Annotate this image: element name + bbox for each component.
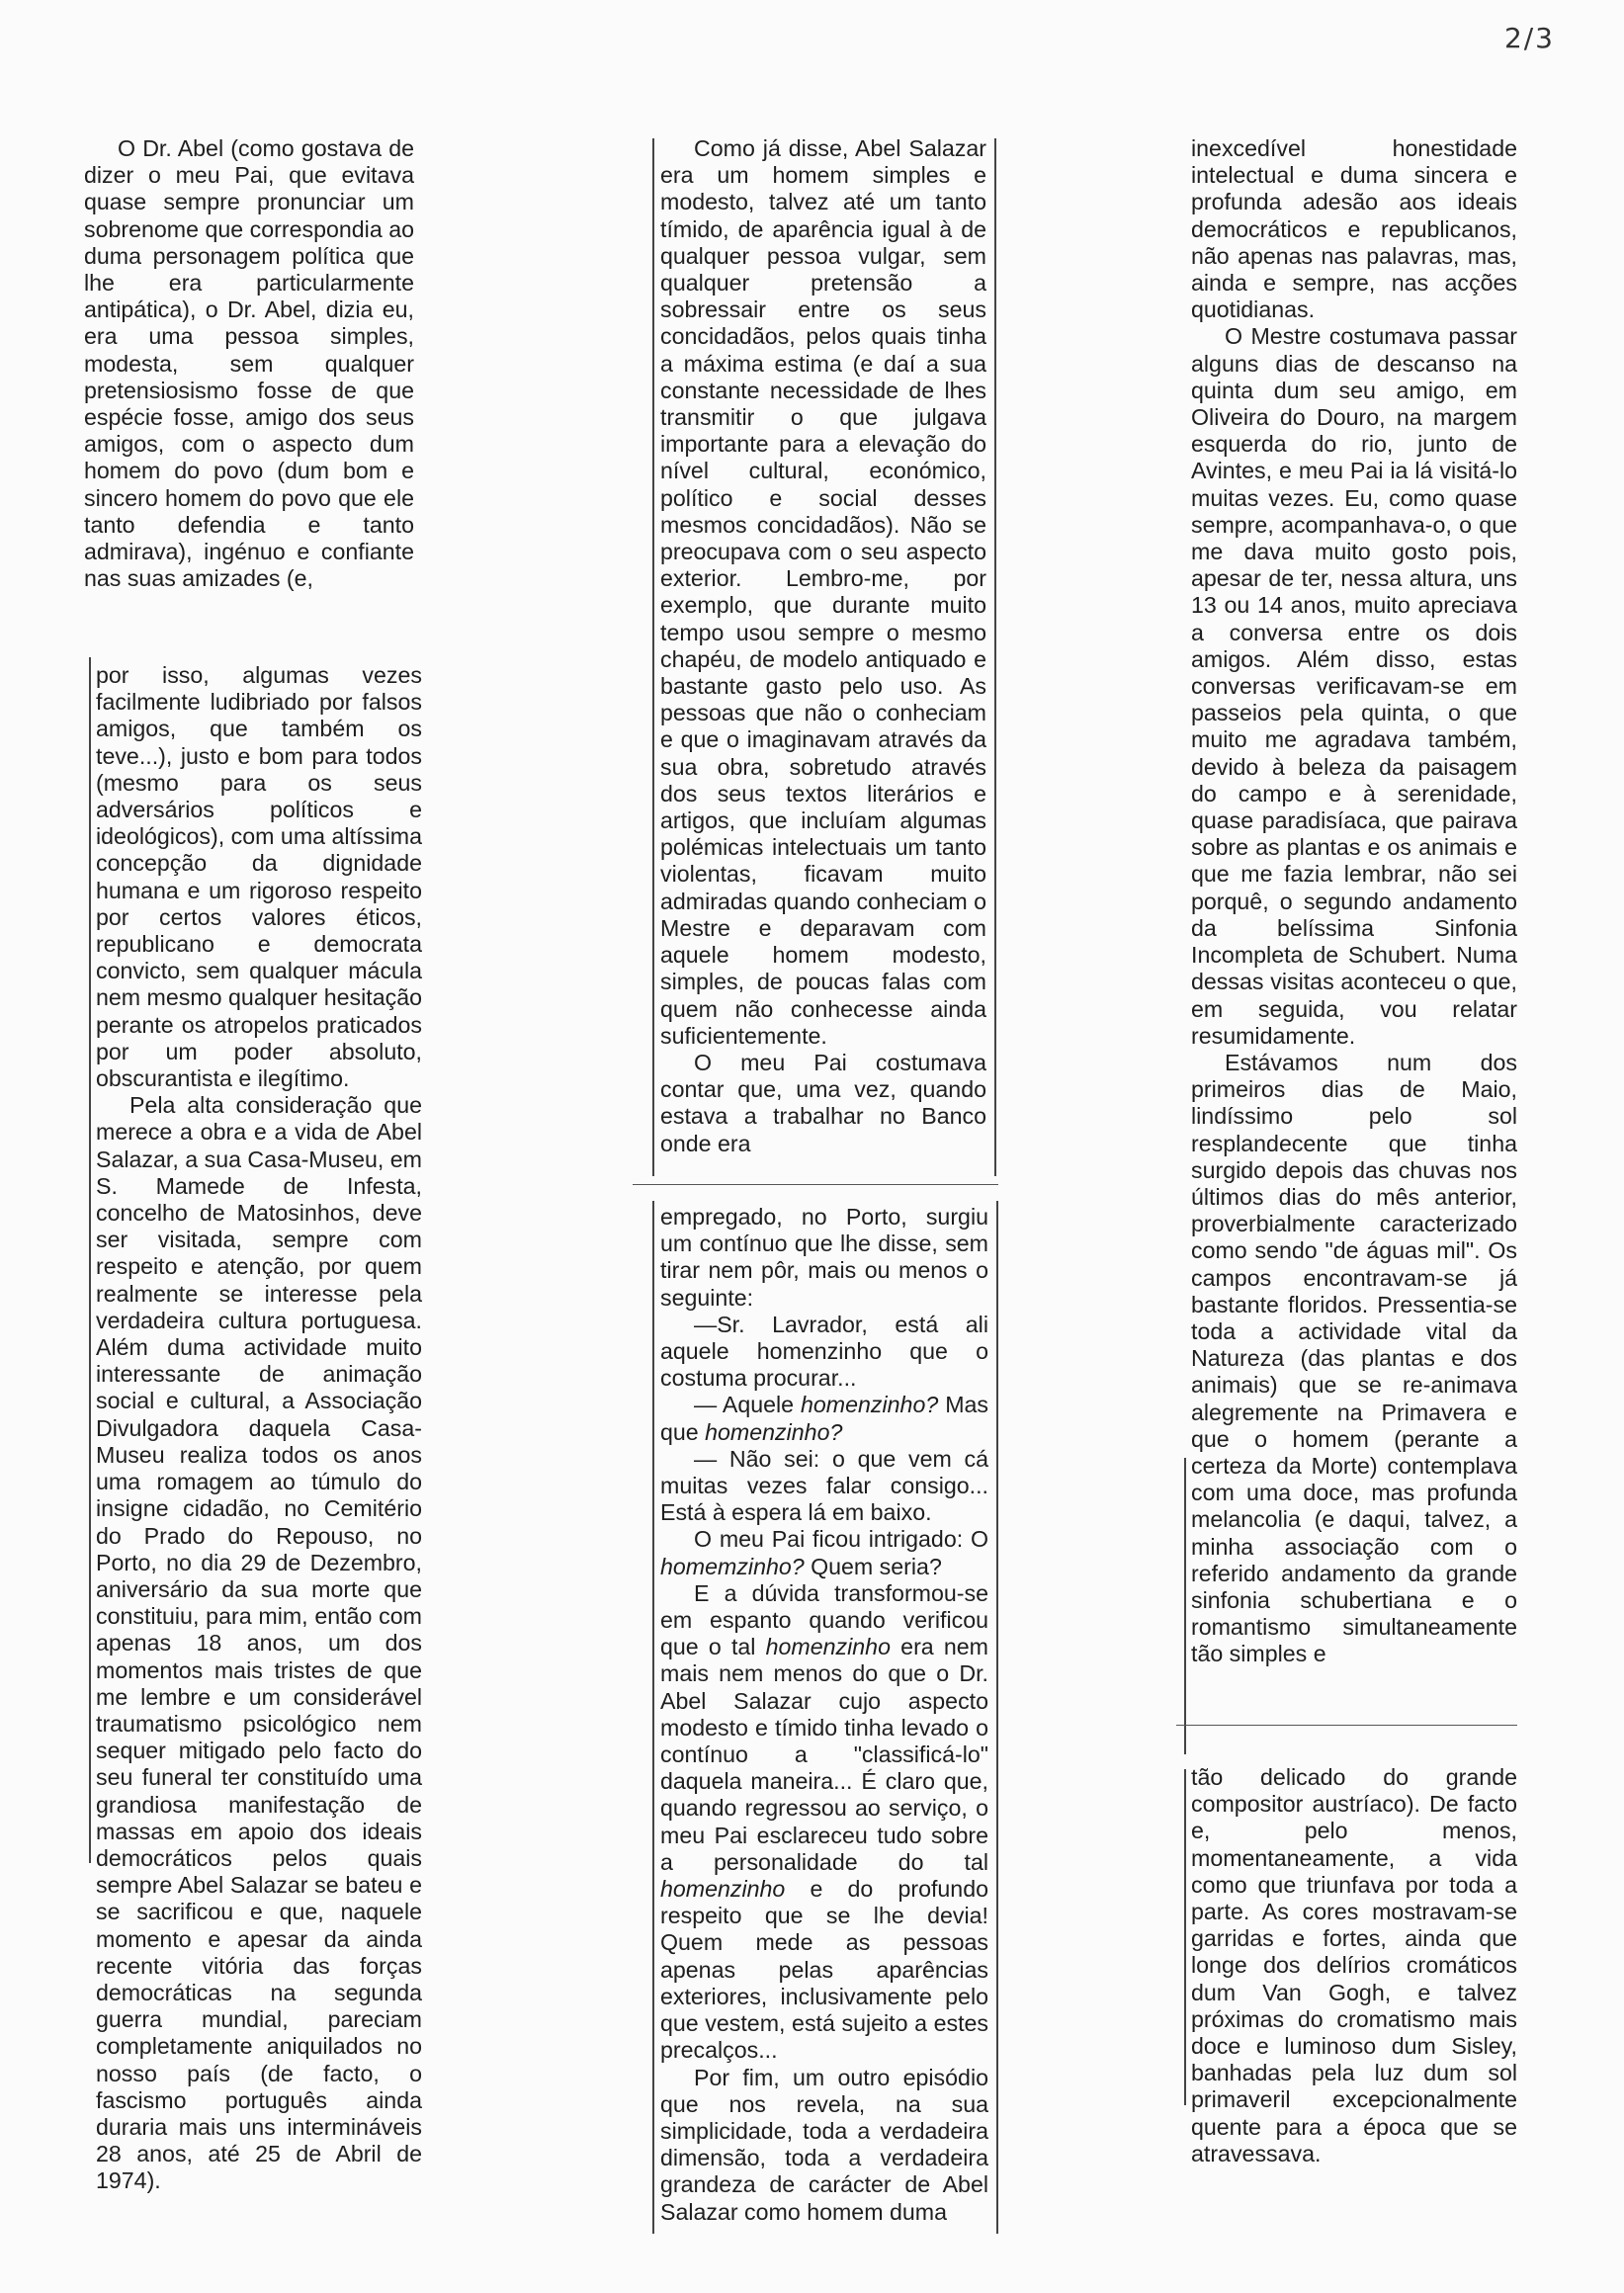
column-rule: [996, 1201, 998, 2234]
column-3-lower: [1191, 1764, 1517, 2167]
column-rule: [1184, 1458, 1186, 1754]
paragraph: inexcedível honestidade intelectual e duma sincera e profunda adesão aos ideais democráticos e republicanos, não apenas nas palavras, mas, ainda e sempre, nas acções quotidianas.: [1191, 135, 1517, 323]
paragraph: O meu Pai ficou intrigado: O homemzinho? Quem seria?: [660, 1526, 988, 1579]
paragraph: por isso, algumas vezes facilmente ludibriado por falsos amigos, que também os teve...), justo e bom para todos (mesmo para os seus adversários políticos e ideológicos), com uma altíssima concepção da dignidade humana e um rigoroso respeito por certos valores éticos, republicano e democrata convicto, sem qualquer mácula nem mesmo qualquer hesitação perante os atropelos praticados por um poder absoluto, obscurantista e ilegítimo.: [96, 662, 422, 1092]
dialogue-line: — Não sei: o que vem cá muitas vezes falar consigo... Está à espera lá em baixo.: [660, 1445, 988, 1526]
section-divider: [1176, 1725, 1517, 1726]
column-rule: [652, 138, 654, 1176]
paragraph: empregado, no Porto, surgiu um contínuo que lhe disse, sem tirar nem pôr, mais ou menos o seguinte:: [660, 1204, 988, 1311]
column-2-lower: [660, 1204, 988, 2226]
column-2-upper: [660, 135, 986, 1157]
paragraph: Como já disse, Abel Salazar era um homem simples e modesto, talvez até um tanto tímido, de aparência igual à de qualquer pessoa vulgar, sem qualquer pretensão a sobressair entre os seus concidadãos, pelos quais tinha a máxima estima (e daí a sua constante necessidade de lhes transmitir o que julgava importante para a elevação do nível cultural, económico, político e social desses mesmos concidadãos). Não se preocupava com o seu aspecto exterior. Lembro-me, por exemplo, que durante muito tempo usou sempre o mesmo chapéu, de modelo antiquado e bastante gasto pelo uso. As pessoas que não o conheciam e que o imaginavam através da sua obra, sobretudo através dos seus textos literários e artigos, que incluíam algumas polémicas intelectuais um tanto violentas, ficavam muito admiradas quando conheciam o Mestre e deparavam com aquele homem modesto, simples, de poucas falas com quem não conhecesse ainda suficientemente.: [660, 135, 986, 1049]
column-3-upper: [1191, 135, 1517, 1668]
dialogue-line: —Sr. Lavrador, está ali aquele homenzinho que o costuma procurar...: [660, 1311, 988, 1392]
paragraph: O Dr. Abel (como gostava de dizer o meu Pai, que evitava quase sempre pronunciar um sobrenome que correspondia ao duma personagem política que lhe era particularmente antipática), o Dr. Abel, dizia eu, era uma pessoa simples, modesta, sem qualquer pretensiosismo fosse de que espécie fosse, amigo dos seus amigos, com o aspecto dum homem do povo (dum bom e sincero homem do povo que ele tanto defendia e tanto admirava), ingénuo e confiante nas suas amizades (e,: [84, 135, 414, 592]
paragraph: O meu Pai costumava contar que, uma vez, quando estava a trabalhar no Banco onde era: [660, 1049, 986, 1156]
column-rule: [994, 138, 996, 1176]
column-1-upper: [84, 135, 414, 592]
dialogue-line: — Aquele homenzinho? Mas que homenzinho?: [660, 1392, 989, 1445]
page-number: 2/3: [1503, 22, 1555, 54]
paragraph: tão delicado do grande compositor austríaco). De facto e, pelo menos, momentaneamente, a vida como que triunfava por toda a parte. As cores mostravam-se garridas e fortes, ainda que longe dos delírios cromáticos dum Van Gogh, e talvez próximas do cromatismo mais doce e luminoso dum Sisley, banhadas pela luz dum sol primaveril excepcionalmente quente para a época que se atravessava.: [1191, 1764, 1517, 2166]
paragraph: Por fim, um outro episódio que nos revela, na sua simplicidade, toda a verdadeira dimensão, toda a verdadeira grandeza de carácter de Abel Salazar como homem duma: [660, 2064, 988, 2225]
paragraph: Estávamos num dos primeiros dias de Maio, lindíssimo pelo sol resplandecente que tinha surgido depois das chuvas nos últimos dias do mês anterior, proverbialmente caracterizado como sendo "de águas mil". Os campos encontravam-se já bastante floridos. Pressentia-se toda a actividade vital da Natureza (das plantas e dos animais) que se re-animava alegremente na Primavera e que o homem (perante a certeza da Morte) contemplava com uma doce, mas profunda melancolia (e daqui, talvez, a minha associação com o referido andamento da grande sinfonia schubertiana e o romantismo simultaneamente tão simples e: [1191, 1049, 1517, 1667]
section-divider: [633, 1184, 998, 1185]
column-1-lower: [96, 662, 422, 2195]
column-rule: [89, 657, 91, 1863]
column-rule: [652, 1201, 654, 2234]
column-rule: [1184, 1769, 1186, 2105]
paragraph: E a dúvida transformou-se em espanto quando verificou que o tal homenzinho era nem mais nem menos do que o Dr. Abel Salazar cujo aspecto modesto e tímido tinha levado o contínuo a "classificá-lo" daquela maneira... É claro que, quando regressou ao serviço, o meu Pai esclareceu tudo sobre a personalidade do tal homenzinho e do profundo respeito que se lhe devia! Quem mede as pessoas apenas pelas aparências exteriores, inclusivamente pelo que vestem, está sujeito a estes precalços...: [660, 1579, 988, 2064]
paragraph: Pela alta consideração que merece a obra e a vida de Abel Salazar, a sua Casa-Museu, em S. Mamede de Infesta, concelho de Matosinhos, deve ser visitada, sempre com respeito e atenção, por quem realmente se interesse pela verdadeira cultura portuguesa. Além duma actividade muito interessante de animação social e cultural, a Associação Divulgadora daquela Casa-Museu realiza todos os anos uma romagem ao túmulo do insigne cidadão, no Cemitério do Prado do Repouso, no Porto, no dia 29 de Dezembro, aniversário da sua morte que constituiu, para mim, então com apenas 18 anos, um dos momentos mais tristes de que me lembre e um considerável traumatismo psicológico nem sequer mitigado pelo facto do seu funeral ter constituído uma grandiosa manifestação de massas em apoio dos ideais democráticos pelos quais sempre Abel Salazar se bateu e se sacrificou e que, naquele momento e apesar da ainda recente vitória das forças democráticas na segunda guerra mundial, pareciam completamente aniquilados no nosso país (de facto, o fascismo português ainda duraria mais uns intermináveis 28 anos, até 25 de Abril de 1974).: [96, 1092, 422, 2194]
paragraph: O Mestre costumava passar alguns dias de descanso na quinta dum seu amigo, em Oliveira do Douro, na margem esquerda do rio, junto de Avintes, e meu Pai ia lá visitá-lo muitas vezes. Eu, como quase sempre, acompanhava-o, o que me dava muito gosto pois, apesar de ter, nessa altura, uns 13 ou 14 anos, muito apreciava a conversa entre os dois amigos. Além disso, estas conversas verificavam-se em passeios pela quinta, o que muito me agradava também, devido à beleza da paisagem do campo e à serenidade, quase paradisíaca, que pairava sobre as plantas e os animais e que me fazia lembrar, não sei porquê, o segundo andamento da belíssima Sinfonia Incompleta de Schubert. Numa dessas visitas aconteceu o que, em seguida, vou relatar resumidamente.: [1191, 323, 1517, 1049]
